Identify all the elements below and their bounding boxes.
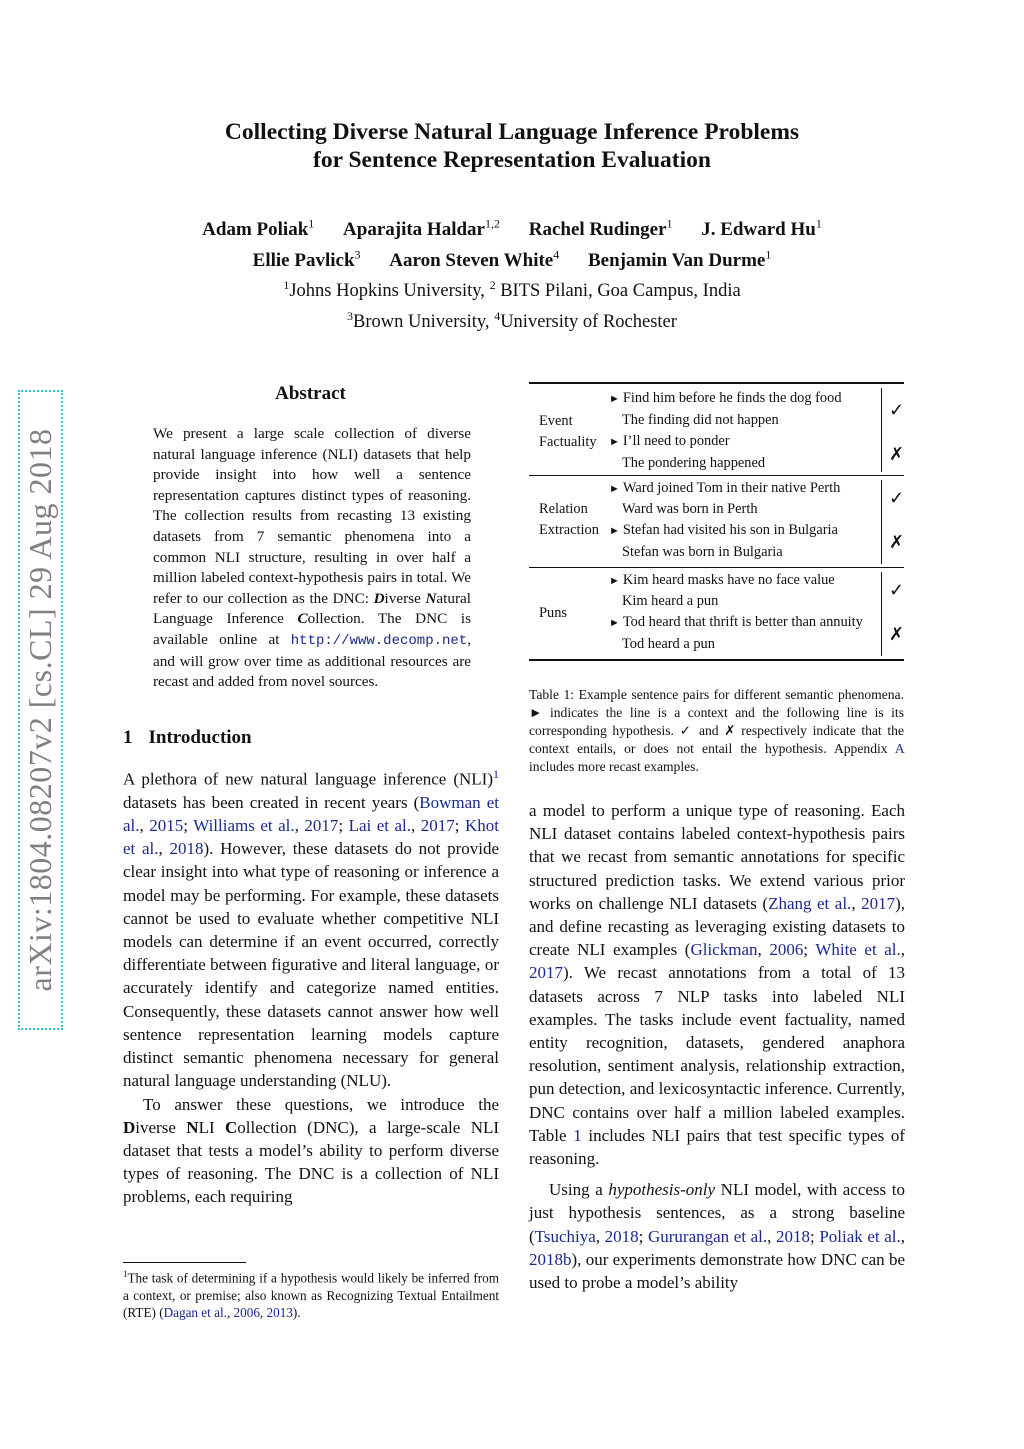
author: J. Edward Hu$^1$ bbox=[701, 217, 822, 241]
citation-link[interactable]: 2018 bbox=[169, 839, 204, 859]
triangle-marker-icon: ► bbox=[609, 436, 620, 448]
affiliation-line-1: $^1$Johns Hopkins University, $^2$ BITS Pilani, Goa Campus, India bbox=[283, 277, 741, 301]
hypothesis-line: The finding did not happen bbox=[622, 412, 779, 428]
citation-link[interactable]: Bowman et al. bbox=[123, 792, 500, 836]
check-icon: ✓ bbox=[889, 488, 905, 508]
context-line: ► Tod heard that thrift is better than annuity bbox=[609, 614, 863, 630]
dnc-url-link[interactable]: http://www.decomp.net bbox=[290, 632, 468, 649]
author: Rachel Rudinger$^1$ bbox=[528, 217, 673, 241]
author: Ellie Pavlick$^3$ bbox=[252, 247, 361, 271]
citation-link[interactable]: 2018b bbox=[529, 1249, 572, 1269]
context-line: ► I’ll need to ponder bbox=[609, 433, 730, 449]
table-ref-link[interactable]: 1 bbox=[573, 1125, 582, 1145]
check-icon: ✓ bbox=[679, 723, 694, 738]
context-line: ► Stefan had visited his son in Bulgaria bbox=[609, 522, 838, 538]
citation-link[interactable]: Dagan et al. bbox=[163, 1305, 227, 1321]
label-divider bbox=[881, 572, 882, 656]
hypothesis-line: Tod heard a pun bbox=[622, 636, 715, 652]
citation-link[interactable]: White et al. bbox=[815, 940, 901, 960]
cross-icon: ✗ bbox=[889, 532, 905, 552]
title-line-2: for Sentence Representation Evaluation bbox=[313, 147, 711, 173]
citation-link[interactable]: Tsuchiya bbox=[534, 1226, 596, 1246]
arxiv-identifier-stamp: arXiv:1804.08207v2 [cs.CL] 29 Aug 2018 bbox=[18, 390, 63, 1030]
title-line-1: Collecting Diverse Natural Language Inference Problems bbox=[224, 119, 800, 145]
footnote-ref-link[interactable]: 1 bbox=[493, 767, 499, 781]
hypothesis-line: Ward was born in Perth bbox=[622, 501, 758, 517]
citation-link[interactable]: 2018 bbox=[776, 1226, 810, 1246]
author: Aaron Steven White$^4$ bbox=[389, 247, 560, 271]
citation-link[interactable]: 2017 bbox=[861, 893, 896, 913]
hypothesis-line: The pondering happened bbox=[622, 455, 766, 471]
cross-icon: ✗ bbox=[889, 624, 905, 644]
cross-icon: ✗ bbox=[889, 444, 905, 464]
abstract-heading: Abstract bbox=[275, 383, 346, 404]
right-paragraph-1: a model to perform a unique type of reasoning. Each NLI dataset contains labeled context-hypothesis pairs that we recast from semantic annotations for specific structured prediction tasks. We extend various prior works on challenge NLI datasets (Zhang et al., 2017), and define recasting as leveraging existing datasets to create NLI examples (Glickman, 2006; White et al., 2017). We recast annotations from a total of 13 datasets across 7 NLP tasks into labeled NLI examples. The tasks include event factuality, named entity recognition, datasets, gendered anaphora resolution, sentiment analysis, relationship extraction, pun detection, and lexicosyntactic inference. Currently, DNC contains over half a million labeled examples. Table 1 includes NLI pairs that test specific types of reasoning. bbox=[529, 801, 906, 1169]
citation-link[interactable]: Gururangan et al. bbox=[647, 1226, 768, 1246]
label-divider bbox=[881, 480, 882, 564]
right-column-text bbox=[529, 799, 905, 1294]
author: Adam Poliak$^1$ bbox=[202, 217, 315, 241]
table-group-relation-extraction bbox=[529, 476, 904, 567]
abstract-text: We present a large scale collection of diverse natural language inference (NLI) datasets that help provide insight into how well a sentence representation captures distinct types of reasoning. The collection results from recasting 13 existing datasets from 7 semantic phenomena into a common NLI structure, resulting in over half a million labeled context-hypothesis pairs in total. We refer to our collection as the DNC: Diverse Natural Language Inference Collection. The DNC is available online at http://www.decomp.net, and will grow over time as additional resources are recast and added from novel sources. bbox=[153, 425, 471, 691]
footnote: $^1$The task of determining if a hypothesis would likely be inferred from a context, or premise; also known as Recognizing Textual Entailment (RTE) (Dagan et al., 2006, 2013). bbox=[123, 1269, 499, 1321]
citation-link[interactable]: 2017 bbox=[529, 963, 563, 983]
citation-link[interactable]: 2013 bbox=[266, 1305, 293, 1321]
cross-icon: ✗ bbox=[724, 723, 736, 738]
context-line: ► Find him before he finds the dog food bbox=[609, 390, 842, 406]
citation-link[interactable]: 2006 bbox=[233, 1305, 260, 1321]
author: Benjamin Van Durme$^1$ bbox=[587, 247, 772, 271]
triangle-marker-icon: ► bbox=[609, 393, 620, 405]
triangle-marker-icon: ► bbox=[609, 617, 620, 629]
author-line-1 bbox=[0, 212, 1024, 242]
citation-link[interactable]: 2006 bbox=[769, 940, 804, 960]
citation-link[interactable]: Poliak et al. bbox=[819, 1226, 901, 1246]
category-label: Puns bbox=[539, 605, 567, 621]
citation-link[interactable]: Khot et al. bbox=[123, 816, 499, 859]
citation-link[interactable]: Williams et al. bbox=[193, 816, 295, 836]
triangle-marker-icon: ► bbox=[609, 575, 620, 587]
hypothesis-line: Stefan was born in Bulgaria bbox=[622, 544, 783, 560]
citation-link[interactable]: 2015 bbox=[149, 816, 184, 836]
triangle-marker-icon: ► bbox=[609, 483, 620, 495]
category-label: Relation Extraction bbox=[539, 501, 599, 538]
citation-link[interactable]: 2017 bbox=[420, 816, 455, 836]
citation-link[interactable]: Glickman bbox=[690, 940, 758, 960]
paper-title bbox=[0, 118, 1024, 174]
author-block bbox=[0, 212, 1024, 335]
intro-paragraph-1: A plethora of new natural language inference (NLI)$^1$ datasets has been created in recent years (Bowman et al., 2015; Williams et al., 2017; Lai et al., 2017; Khot et al., 2018). However, these datasets do not provide clear insight into what type of reasoning or inference a model may be performing. For example, these datasets cannot be used to evaluate whether competitive NLI models can determine if an event occurred, correctly differentiate between figurative and literal language, or accurately identify and categorize named entities. Consequently, these datasets cannot answer how well sentence representation learning models capture distinct semantic phenomena necessary for general natural language understanding (NLU). bbox=[123, 767, 500, 1091]
citation-link[interactable]: 2017 bbox=[304, 816, 339, 836]
table-bottom-rule bbox=[529, 659, 904, 661]
triangle-marker-icon: ► bbox=[609, 525, 620, 537]
triangle-marker-icon: ► bbox=[529, 705, 543, 720]
category-label: Event Factuality bbox=[539, 413, 597, 450]
table-group-event-factuality bbox=[529, 384, 904, 475]
hypothesis-line: Kim heard a pun bbox=[622, 593, 719, 609]
affiliation-line-2: $^3$Brown University, $^4$University of Rochester bbox=[347, 308, 677, 332]
citation-link[interactable]: Lai et al. bbox=[348, 816, 412, 836]
section-heading-introduction: 1 Introduction bbox=[123, 727, 252, 748]
table-caption: Table 1: Example sentence pairs for different semantic phenomena. ► indicates the line is a context and the following line is its corresponding hypothesis. ✓ and ✗ respectively indicate that the context entails, or does not entail the hypothesis. Appendix A includes more recast examples. bbox=[529, 687, 904, 774]
check-icon: ✓ bbox=[889, 580, 905, 600]
author: Aparajita Haldar$^{1,2}$ bbox=[343, 217, 500, 241]
introduction-text bbox=[123, 763, 499, 1209]
appendix-link[interactable]: A bbox=[894, 741, 904, 756]
context-line: ► Kim heard masks have no face value bbox=[609, 572, 835, 588]
citation-link[interactable]: Zhang et al. bbox=[768, 893, 852, 913]
example-table bbox=[529, 382, 904, 661]
check-icon: ✓ bbox=[889, 400, 905, 420]
right-paragraph-2: Using a hypothesis-only NLI model, with access to just hypothesis sentences, as a strong baseline (Tsuchiya, 2018; Gururangan et al., 2018; Poliak et al., 2018b), our experiments demonstrate how DNC can be used to probe a model’s ability bbox=[529, 1180, 905, 1293]
author-line-2 bbox=[0, 242, 1024, 272]
context-line: ► Ward joined Tom in their native Perth bbox=[609, 480, 841, 496]
citation-link[interactable]: 2018 bbox=[604, 1226, 639, 1246]
table-group-puns bbox=[529, 568, 904, 659]
intro-paragraph-2: To answer these questions, we introduce the Diverse NLI Collection (DNC), a large-scale NLI dataset that tests a model’s ability to perform diverse types of reasoning. The DNC is a collection of NLI problems, each requiring bbox=[123, 1094, 500, 1207]
label-divider bbox=[881, 388, 882, 472]
footnote-separator bbox=[123, 1262, 246, 1263]
